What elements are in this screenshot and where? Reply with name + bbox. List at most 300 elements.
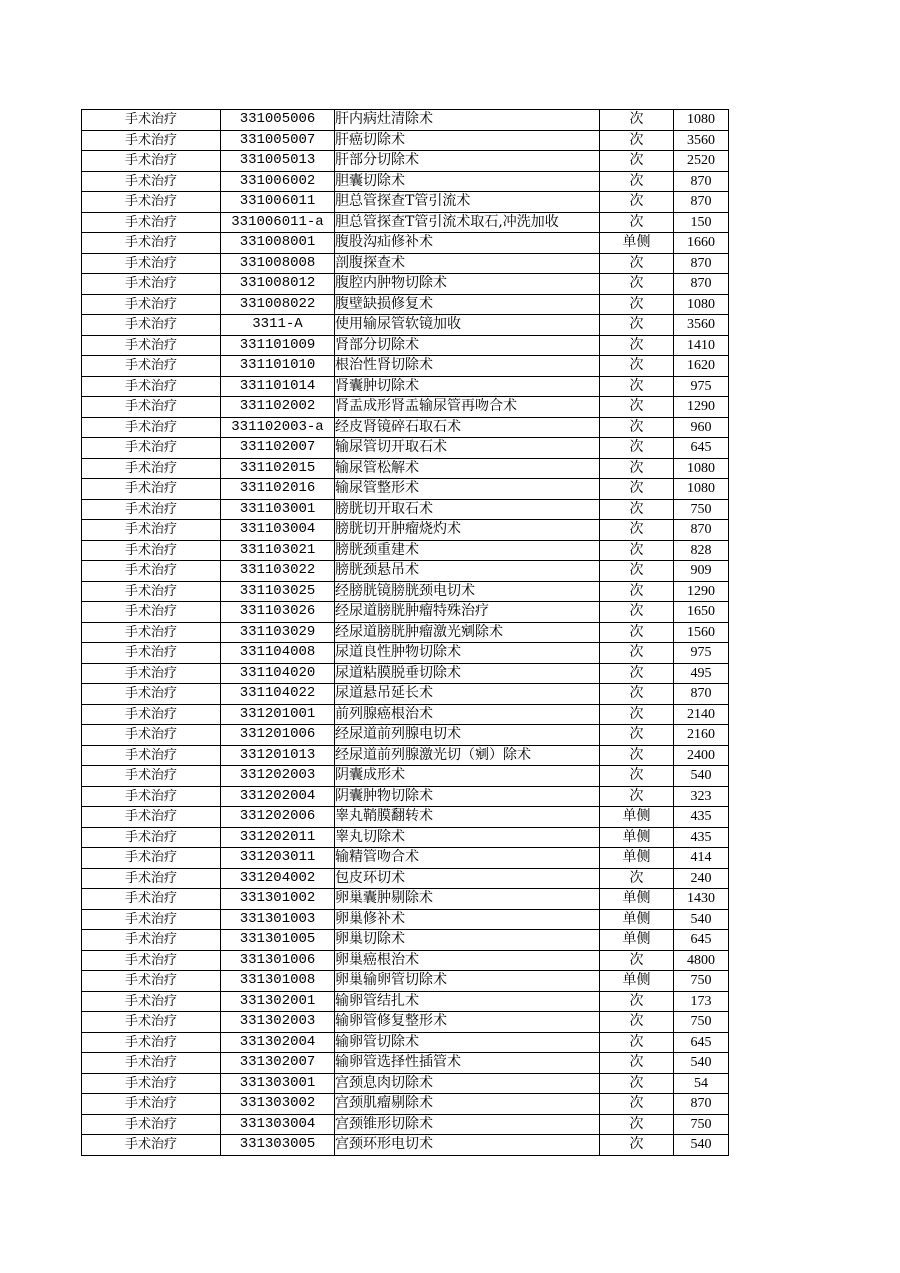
category-cell: 手术治疗 bbox=[82, 274, 221, 295]
category-cell: 手术治疗 bbox=[82, 294, 221, 315]
unit-cell: 次 bbox=[600, 1073, 674, 1094]
price-cell: 870 bbox=[674, 520, 729, 541]
name-cell: 宫颈锥形切除术 bbox=[335, 1114, 600, 1135]
category-cell: 手术治疗 bbox=[82, 110, 221, 131]
table-row bbox=[82, 581, 729, 602]
category-cell: 手术治疗 bbox=[82, 868, 221, 889]
code-cell: 331201013 bbox=[221, 745, 335, 766]
table-row bbox=[82, 827, 729, 848]
price-cell: 173 bbox=[674, 991, 729, 1012]
name-cell: 输卵管选择性插管术 bbox=[335, 1053, 600, 1074]
name-cell: 宫颈环形电切术 bbox=[335, 1135, 600, 1156]
unit-cell: 单侧 bbox=[600, 233, 674, 254]
unit-cell: 次 bbox=[600, 602, 674, 623]
code-cell: 331005007 bbox=[221, 130, 335, 151]
code-cell: 331102003-a bbox=[221, 417, 335, 438]
price-cell: 870 bbox=[674, 1094, 729, 1115]
code-cell: 331103029 bbox=[221, 622, 335, 643]
category-cell: 手术治疗 bbox=[82, 192, 221, 213]
name-cell: 卵巢修补术 bbox=[335, 909, 600, 930]
price-cell: 1290 bbox=[674, 581, 729, 602]
table-row bbox=[82, 766, 729, 787]
category-cell: 手术治疗 bbox=[82, 1094, 221, 1115]
name-cell: 宫颈肌瘤剔除术 bbox=[335, 1094, 600, 1115]
table-row bbox=[82, 1135, 729, 1156]
name-cell: 输尿管切开取石术 bbox=[335, 438, 600, 459]
name-cell: 腹股沟疝修补术 bbox=[335, 233, 600, 254]
name-cell: 卵巢囊肿剔除术 bbox=[335, 889, 600, 910]
code-cell: 331102015 bbox=[221, 458, 335, 479]
category-cell: 手术治疗 bbox=[82, 253, 221, 274]
table-row bbox=[82, 192, 729, 213]
table-row bbox=[82, 438, 729, 459]
name-cell: 卵巢癌根治术 bbox=[335, 950, 600, 971]
table-row bbox=[82, 171, 729, 192]
table-row bbox=[82, 643, 729, 664]
category-cell: 手术治疗 bbox=[82, 315, 221, 336]
category-cell: 手术治疗 bbox=[82, 1135, 221, 1156]
category-cell: 手术治疗 bbox=[82, 827, 221, 848]
table-row bbox=[82, 786, 729, 807]
price-cell: 540 bbox=[674, 909, 729, 930]
unit-cell: 次 bbox=[600, 1053, 674, 1074]
code-cell: 331102007 bbox=[221, 438, 335, 459]
table-row bbox=[82, 807, 729, 828]
code-cell: 331008012 bbox=[221, 274, 335, 295]
price-cell: 1290 bbox=[674, 397, 729, 418]
table-row bbox=[82, 684, 729, 705]
table-row bbox=[82, 110, 729, 131]
name-cell: 胆总管探查T管引流术 bbox=[335, 192, 600, 213]
category-cell: 手术治疗 bbox=[82, 212, 221, 233]
category-cell: 手术治疗 bbox=[82, 1114, 221, 1135]
unit-cell: 次 bbox=[600, 1114, 674, 1135]
code-cell: 331303002 bbox=[221, 1094, 335, 1115]
unit-cell: 单侧 bbox=[600, 889, 674, 910]
category-cell: 手术治疗 bbox=[82, 520, 221, 541]
category-cell: 手术治疗 bbox=[82, 786, 221, 807]
price-cell: 750 bbox=[674, 971, 729, 992]
table-row bbox=[82, 417, 729, 438]
unit-cell: 单侧 bbox=[600, 971, 674, 992]
code-cell: 331102002 bbox=[221, 397, 335, 418]
unit-cell: 次 bbox=[600, 110, 674, 131]
name-cell: 输卵管切除术 bbox=[335, 1032, 600, 1053]
category-cell: 手术治疗 bbox=[82, 335, 221, 356]
category-cell: 手术治疗 bbox=[82, 1012, 221, 1033]
price-cell: 1410 bbox=[674, 335, 729, 356]
unit-cell: 次 bbox=[600, 950, 674, 971]
price-cell: 870 bbox=[674, 192, 729, 213]
price-cell: 1560 bbox=[674, 622, 729, 643]
category-cell: 手术治疗 bbox=[82, 540, 221, 561]
price-cell: 870 bbox=[674, 253, 729, 274]
price-cell: 540 bbox=[674, 1135, 729, 1156]
category-cell: 手术治疗 bbox=[82, 848, 221, 869]
table-row bbox=[82, 233, 729, 254]
name-cell: 膀胱切开肿瘤烧灼术 bbox=[335, 520, 600, 541]
code-cell: 331104022 bbox=[221, 684, 335, 705]
price-cell: 870 bbox=[674, 171, 729, 192]
unit-cell: 次 bbox=[600, 786, 674, 807]
price-cell: 2140 bbox=[674, 704, 729, 725]
code-cell: 331302007 bbox=[221, 1053, 335, 1074]
code-cell: 331103025 bbox=[221, 581, 335, 602]
name-cell: 阴囊成形术 bbox=[335, 766, 600, 787]
table-row bbox=[82, 397, 729, 418]
table-row bbox=[82, 253, 729, 274]
table-row bbox=[82, 356, 729, 377]
price-cell: 870 bbox=[674, 684, 729, 705]
category-cell: 手术治疗 bbox=[82, 438, 221, 459]
name-cell: 胆囊切除术 bbox=[335, 171, 600, 192]
table-row bbox=[82, 1094, 729, 1115]
category-cell: 手术治疗 bbox=[82, 971, 221, 992]
name-cell: 输尿管整形术 bbox=[335, 479, 600, 500]
code-cell: 331202006 bbox=[221, 807, 335, 828]
category-cell: 手术治疗 bbox=[82, 807, 221, 828]
name-cell: 膀胱切开取石术 bbox=[335, 499, 600, 520]
code-cell: 331008008 bbox=[221, 253, 335, 274]
code-cell: 331008001 bbox=[221, 233, 335, 254]
code-cell: 331005013 bbox=[221, 151, 335, 172]
category-cell: 手术治疗 bbox=[82, 1053, 221, 1074]
category-cell: 手术治疗 bbox=[82, 889, 221, 910]
code-cell: 331104020 bbox=[221, 663, 335, 684]
price-cell: 1430 bbox=[674, 889, 729, 910]
price-cell: 750 bbox=[674, 1012, 729, 1033]
category-cell: 手术治疗 bbox=[82, 171, 221, 192]
price-cell: 414 bbox=[674, 848, 729, 869]
code-cell: 331302001 bbox=[221, 991, 335, 1012]
price-cell: 975 bbox=[674, 643, 729, 664]
table-row bbox=[82, 335, 729, 356]
category-cell: 手术治疗 bbox=[82, 1032, 221, 1053]
code-cell: 331301003 bbox=[221, 909, 335, 930]
unit-cell: 单侧 bbox=[600, 807, 674, 828]
code-cell: 331201006 bbox=[221, 725, 335, 746]
table-row bbox=[82, 602, 729, 623]
unit-cell: 次 bbox=[600, 212, 674, 233]
category-cell: 手术治疗 bbox=[82, 909, 221, 930]
category-cell: 手术治疗 bbox=[82, 725, 221, 746]
unit-cell: 次 bbox=[600, 561, 674, 582]
code-cell: 331006011-a bbox=[221, 212, 335, 233]
code-cell: 331301008 bbox=[221, 971, 335, 992]
category-cell: 手术治疗 bbox=[82, 663, 221, 684]
price-cell: 960 bbox=[674, 417, 729, 438]
code-cell: 331301005 bbox=[221, 930, 335, 951]
unit-cell: 单侧 bbox=[600, 827, 674, 848]
price-cell: 645 bbox=[674, 930, 729, 951]
unit-cell: 次 bbox=[600, 622, 674, 643]
price-cell: 540 bbox=[674, 766, 729, 787]
unit-cell: 次 bbox=[600, 335, 674, 356]
table-row bbox=[82, 725, 729, 746]
name-cell: 输尿管松解术 bbox=[335, 458, 600, 479]
name-cell: 膀胱颈悬吊术 bbox=[335, 561, 600, 582]
name-cell: 肾囊肿切除术 bbox=[335, 376, 600, 397]
code-cell: 331103004 bbox=[221, 520, 335, 541]
code-cell: 331303004 bbox=[221, 1114, 335, 1135]
price-cell: 3560 bbox=[674, 130, 729, 151]
table-row bbox=[82, 930, 729, 951]
table-row bbox=[82, 1114, 729, 1135]
code-cell: 331204002 bbox=[221, 868, 335, 889]
name-cell: 前列腺癌根治术 bbox=[335, 704, 600, 725]
code-cell: 331201001 bbox=[221, 704, 335, 725]
price-cell: 1080 bbox=[674, 294, 729, 315]
unit-cell: 单侧 bbox=[600, 848, 674, 869]
unit-cell: 次 bbox=[600, 130, 674, 151]
price-cell: 54 bbox=[674, 1073, 729, 1094]
unit-cell: 次 bbox=[600, 581, 674, 602]
code-cell: 331008022 bbox=[221, 294, 335, 315]
name-cell: 输卵管修复整形术 bbox=[335, 1012, 600, 1033]
table-row bbox=[82, 499, 729, 520]
unit-cell: 次 bbox=[600, 704, 674, 725]
name-cell: 腹壁缺损修复术 bbox=[335, 294, 600, 315]
name-cell: 肾部分切除术 bbox=[335, 335, 600, 356]
name-cell: 经尿道膀胱肿瘤特殊治疗 bbox=[335, 602, 600, 623]
category-cell: 手术治疗 bbox=[82, 417, 221, 438]
name-cell: 经皮肾镜碎石取石术 bbox=[335, 417, 600, 438]
name-cell: 睾丸鞘膜翻转术 bbox=[335, 807, 600, 828]
name-cell: 输精管吻合术 bbox=[335, 848, 600, 869]
price-cell: 4800 bbox=[674, 950, 729, 971]
price-cell: 870 bbox=[674, 274, 729, 295]
name-cell: 膀胱颈重建术 bbox=[335, 540, 600, 561]
price-cell: 1650 bbox=[674, 602, 729, 623]
category-cell: 手术治疗 bbox=[82, 704, 221, 725]
price-cell: 150 bbox=[674, 212, 729, 233]
name-cell: 经膀胱镜膀胱颈电切术 bbox=[335, 581, 600, 602]
name-cell: 腹腔内肿物切除术 bbox=[335, 274, 600, 295]
price-cell: 1080 bbox=[674, 479, 729, 500]
price-cell: 435 bbox=[674, 807, 729, 828]
code-cell: 331101010 bbox=[221, 356, 335, 377]
category-cell: 手术治疗 bbox=[82, 581, 221, 602]
unit-cell: 次 bbox=[600, 540, 674, 561]
unit-cell: 次 bbox=[600, 315, 674, 336]
category-cell: 手术治疗 bbox=[82, 1073, 221, 1094]
unit-cell: 次 bbox=[600, 274, 674, 295]
table-row bbox=[82, 848, 729, 869]
name-cell: 胆总管探查T管引流术取石,冲洗加收 bbox=[335, 212, 600, 233]
price-cell: 435 bbox=[674, 827, 729, 848]
unit-cell: 次 bbox=[600, 1032, 674, 1053]
table-row bbox=[82, 458, 729, 479]
price-cell: 1080 bbox=[674, 458, 729, 479]
price-cell: 1660 bbox=[674, 233, 729, 254]
price-cell: 1080 bbox=[674, 110, 729, 131]
table-row bbox=[82, 1053, 729, 1074]
category-cell: 手术治疗 bbox=[82, 745, 221, 766]
name-cell: 尿道良性肿物切除术 bbox=[335, 643, 600, 664]
category-cell: 手术治疗 bbox=[82, 684, 221, 705]
category-cell: 手术治疗 bbox=[82, 458, 221, 479]
code-cell: 331005006 bbox=[221, 110, 335, 131]
code-cell: 331103026 bbox=[221, 602, 335, 623]
table-row bbox=[82, 971, 729, 992]
code-cell: 331103021 bbox=[221, 540, 335, 561]
unit-cell: 次 bbox=[600, 643, 674, 664]
table-row bbox=[82, 663, 729, 684]
table-row bbox=[82, 294, 729, 315]
code-cell: 331302003 bbox=[221, 1012, 335, 1033]
code-cell: 331301006 bbox=[221, 950, 335, 971]
code-cell: 331104008 bbox=[221, 643, 335, 664]
name-cell: 经尿道前列腺电切术 bbox=[335, 725, 600, 746]
price-cell: 540 bbox=[674, 1053, 729, 1074]
code-cell: 331301002 bbox=[221, 889, 335, 910]
category-cell: 手术治疗 bbox=[82, 766, 221, 787]
name-cell: 尿道粘膜脱垂切除术 bbox=[335, 663, 600, 684]
unit-cell: 次 bbox=[600, 684, 674, 705]
table-row bbox=[82, 889, 729, 910]
category-cell: 手术治疗 bbox=[82, 130, 221, 151]
table-row bbox=[82, 520, 729, 541]
name-cell: 阴囊肿物切除术 bbox=[335, 786, 600, 807]
name-cell: 经尿道膀胱肿瘤激光剜除术 bbox=[335, 622, 600, 643]
code-cell: 331202011 bbox=[221, 827, 335, 848]
unit-cell: 次 bbox=[600, 397, 674, 418]
code-cell: 331102016 bbox=[221, 479, 335, 500]
unit-cell: 次 bbox=[600, 294, 674, 315]
price-cell: 323 bbox=[674, 786, 729, 807]
unit-cell: 次 bbox=[600, 151, 674, 172]
price-cell: 2160 bbox=[674, 725, 729, 746]
category-cell: 手术治疗 bbox=[82, 991, 221, 1012]
table-row bbox=[82, 212, 729, 233]
table-row bbox=[82, 274, 729, 295]
unit-cell: 次 bbox=[600, 192, 674, 213]
category-cell: 手术治疗 bbox=[82, 499, 221, 520]
category-cell: 手术治疗 bbox=[82, 479, 221, 500]
unit-cell: 次 bbox=[600, 438, 674, 459]
unit-cell: 次 bbox=[600, 479, 674, 500]
code-cell: 331202003 bbox=[221, 766, 335, 787]
code-cell: 331101009 bbox=[221, 335, 335, 356]
unit-cell: 次 bbox=[600, 376, 674, 397]
unit-cell: 次 bbox=[600, 745, 674, 766]
code-cell: 331203011 bbox=[221, 848, 335, 869]
category-cell: 手术治疗 bbox=[82, 397, 221, 418]
table-row bbox=[82, 315, 729, 336]
unit-cell: 次 bbox=[600, 356, 674, 377]
price-cell: 2520 bbox=[674, 151, 729, 172]
code-cell: 3311-A bbox=[221, 315, 335, 336]
table-row bbox=[82, 151, 729, 172]
unit-cell: 次 bbox=[600, 991, 674, 1012]
unit-cell: 次 bbox=[600, 725, 674, 746]
category-cell: 手术治疗 bbox=[82, 233, 221, 254]
name-cell: 尿道悬吊延长术 bbox=[335, 684, 600, 705]
table-row bbox=[82, 868, 729, 889]
price-cell: 1620 bbox=[674, 356, 729, 377]
code-cell: 331006002 bbox=[221, 171, 335, 192]
unit-cell: 次 bbox=[600, 458, 674, 479]
price-cell: 909 bbox=[674, 561, 729, 582]
code-cell: 331303005 bbox=[221, 1135, 335, 1156]
table-row bbox=[82, 540, 729, 561]
unit-cell: 次 bbox=[600, 520, 674, 541]
code-cell: 331303001 bbox=[221, 1073, 335, 1094]
category-cell: 手术治疗 bbox=[82, 622, 221, 643]
price-cell: 240 bbox=[674, 868, 729, 889]
code-cell: 331202004 bbox=[221, 786, 335, 807]
unit-cell: 次 bbox=[600, 171, 674, 192]
name-cell: 经尿道前列腺激光切（剜）除术 bbox=[335, 745, 600, 766]
name-cell: 宫颈息肉切除术 bbox=[335, 1073, 600, 1094]
price-cell: 495 bbox=[674, 663, 729, 684]
unit-cell: 次 bbox=[600, 766, 674, 787]
category-cell: 手术治疗 bbox=[82, 376, 221, 397]
unit-cell: 次 bbox=[600, 663, 674, 684]
name-cell: 根治性肾切除术 bbox=[335, 356, 600, 377]
price-table bbox=[81, 109, 729, 1156]
price-cell: 645 bbox=[674, 438, 729, 459]
unit-cell: 次 bbox=[600, 499, 674, 520]
code-cell: 331006011 bbox=[221, 192, 335, 213]
name-cell: 剖腹探查术 bbox=[335, 253, 600, 274]
code-cell: 331302004 bbox=[221, 1032, 335, 1053]
table-row bbox=[82, 950, 729, 971]
table-row bbox=[82, 909, 729, 930]
price-cell: 828 bbox=[674, 540, 729, 561]
category-cell: 手术治疗 bbox=[82, 561, 221, 582]
table-row bbox=[82, 130, 729, 151]
unit-cell: 次 bbox=[600, 253, 674, 274]
category-cell: 手术治疗 bbox=[82, 151, 221, 172]
name-cell: 睾丸切除术 bbox=[335, 827, 600, 848]
unit-cell: 次 bbox=[600, 868, 674, 889]
name-cell: 卵巢输卵管切除术 bbox=[335, 971, 600, 992]
table-row bbox=[82, 991, 729, 1012]
unit-cell: 次 bbox=[600, 1012, 674, 1033]
table-row bbox=[82, 1012, 729, 1033]
unit-cell: 单侧 bbox=[600, 930, 674, 951]
name-cell: 包皮环切术 bbox=[335, 868, 600, 889]
name-cell: 卵巢切除术 bbox=[335, 930, 600, 951]
price-cell: 3560 bbox=[674, 315, 729, 336]
unit-cell: 次 bbox=[600, 1135, 674, 1156]
category-cell: 手术治疗 bbox=[82, 602, 221, 623]
name-cell: 输卵管结扎术 bbox=[335, 991, 600, 1012]
unit-cell: 次 bbox=[600, 1094, 674, 1115]
category-cell: 手术治疗 bbox=[82, 643, 221, 664]
table-row bbox=[82, 622, 729, 643]
price-cell: 975 bbox=[674, 376, 729, 397]
table-row bbox=[82, 479, 729, 500]
price-cell: 750 bbox=[674, 499, 729, 520]
category-cell: 手术治疗 bbox=[82, 950, 221, 971]
price-table-body bbox=[82, 110, 729, 1156]
category-cell: 手术治疗 bbox=[82, 356, 221, 377]
category-cell: 手术治疗 bbox=[82, 930, 221, 951]
price-cell: 750 bbox=[674, 1114, 729, 1135]
name-cell: 肝内病灶清除术 bbox=[335, 110, 600, 131]
price-cell: 645 bbox=[674, 1032, 729, 1053]
name-cell: 肝部分切除术 bbox=[335, 151, 600, 172]
price-table-sheet bbox=[81, 109, 729, 1156]
table-row bbox=[82, 376, 729, 397]
code-cell: 331101014 bbox=[221, 376, 335, 397]
code-cell: 331103022 bbox=[221, 561, 335, 582]
price-cell: 2400 bbox=[674, 745, 729, 766]
name-cell: 肝癌切除术 bbox=[335, 130, 600, 151]
name-cell: 使用输尿管软镜加收 bbox=[335, 315, 600, 336]
